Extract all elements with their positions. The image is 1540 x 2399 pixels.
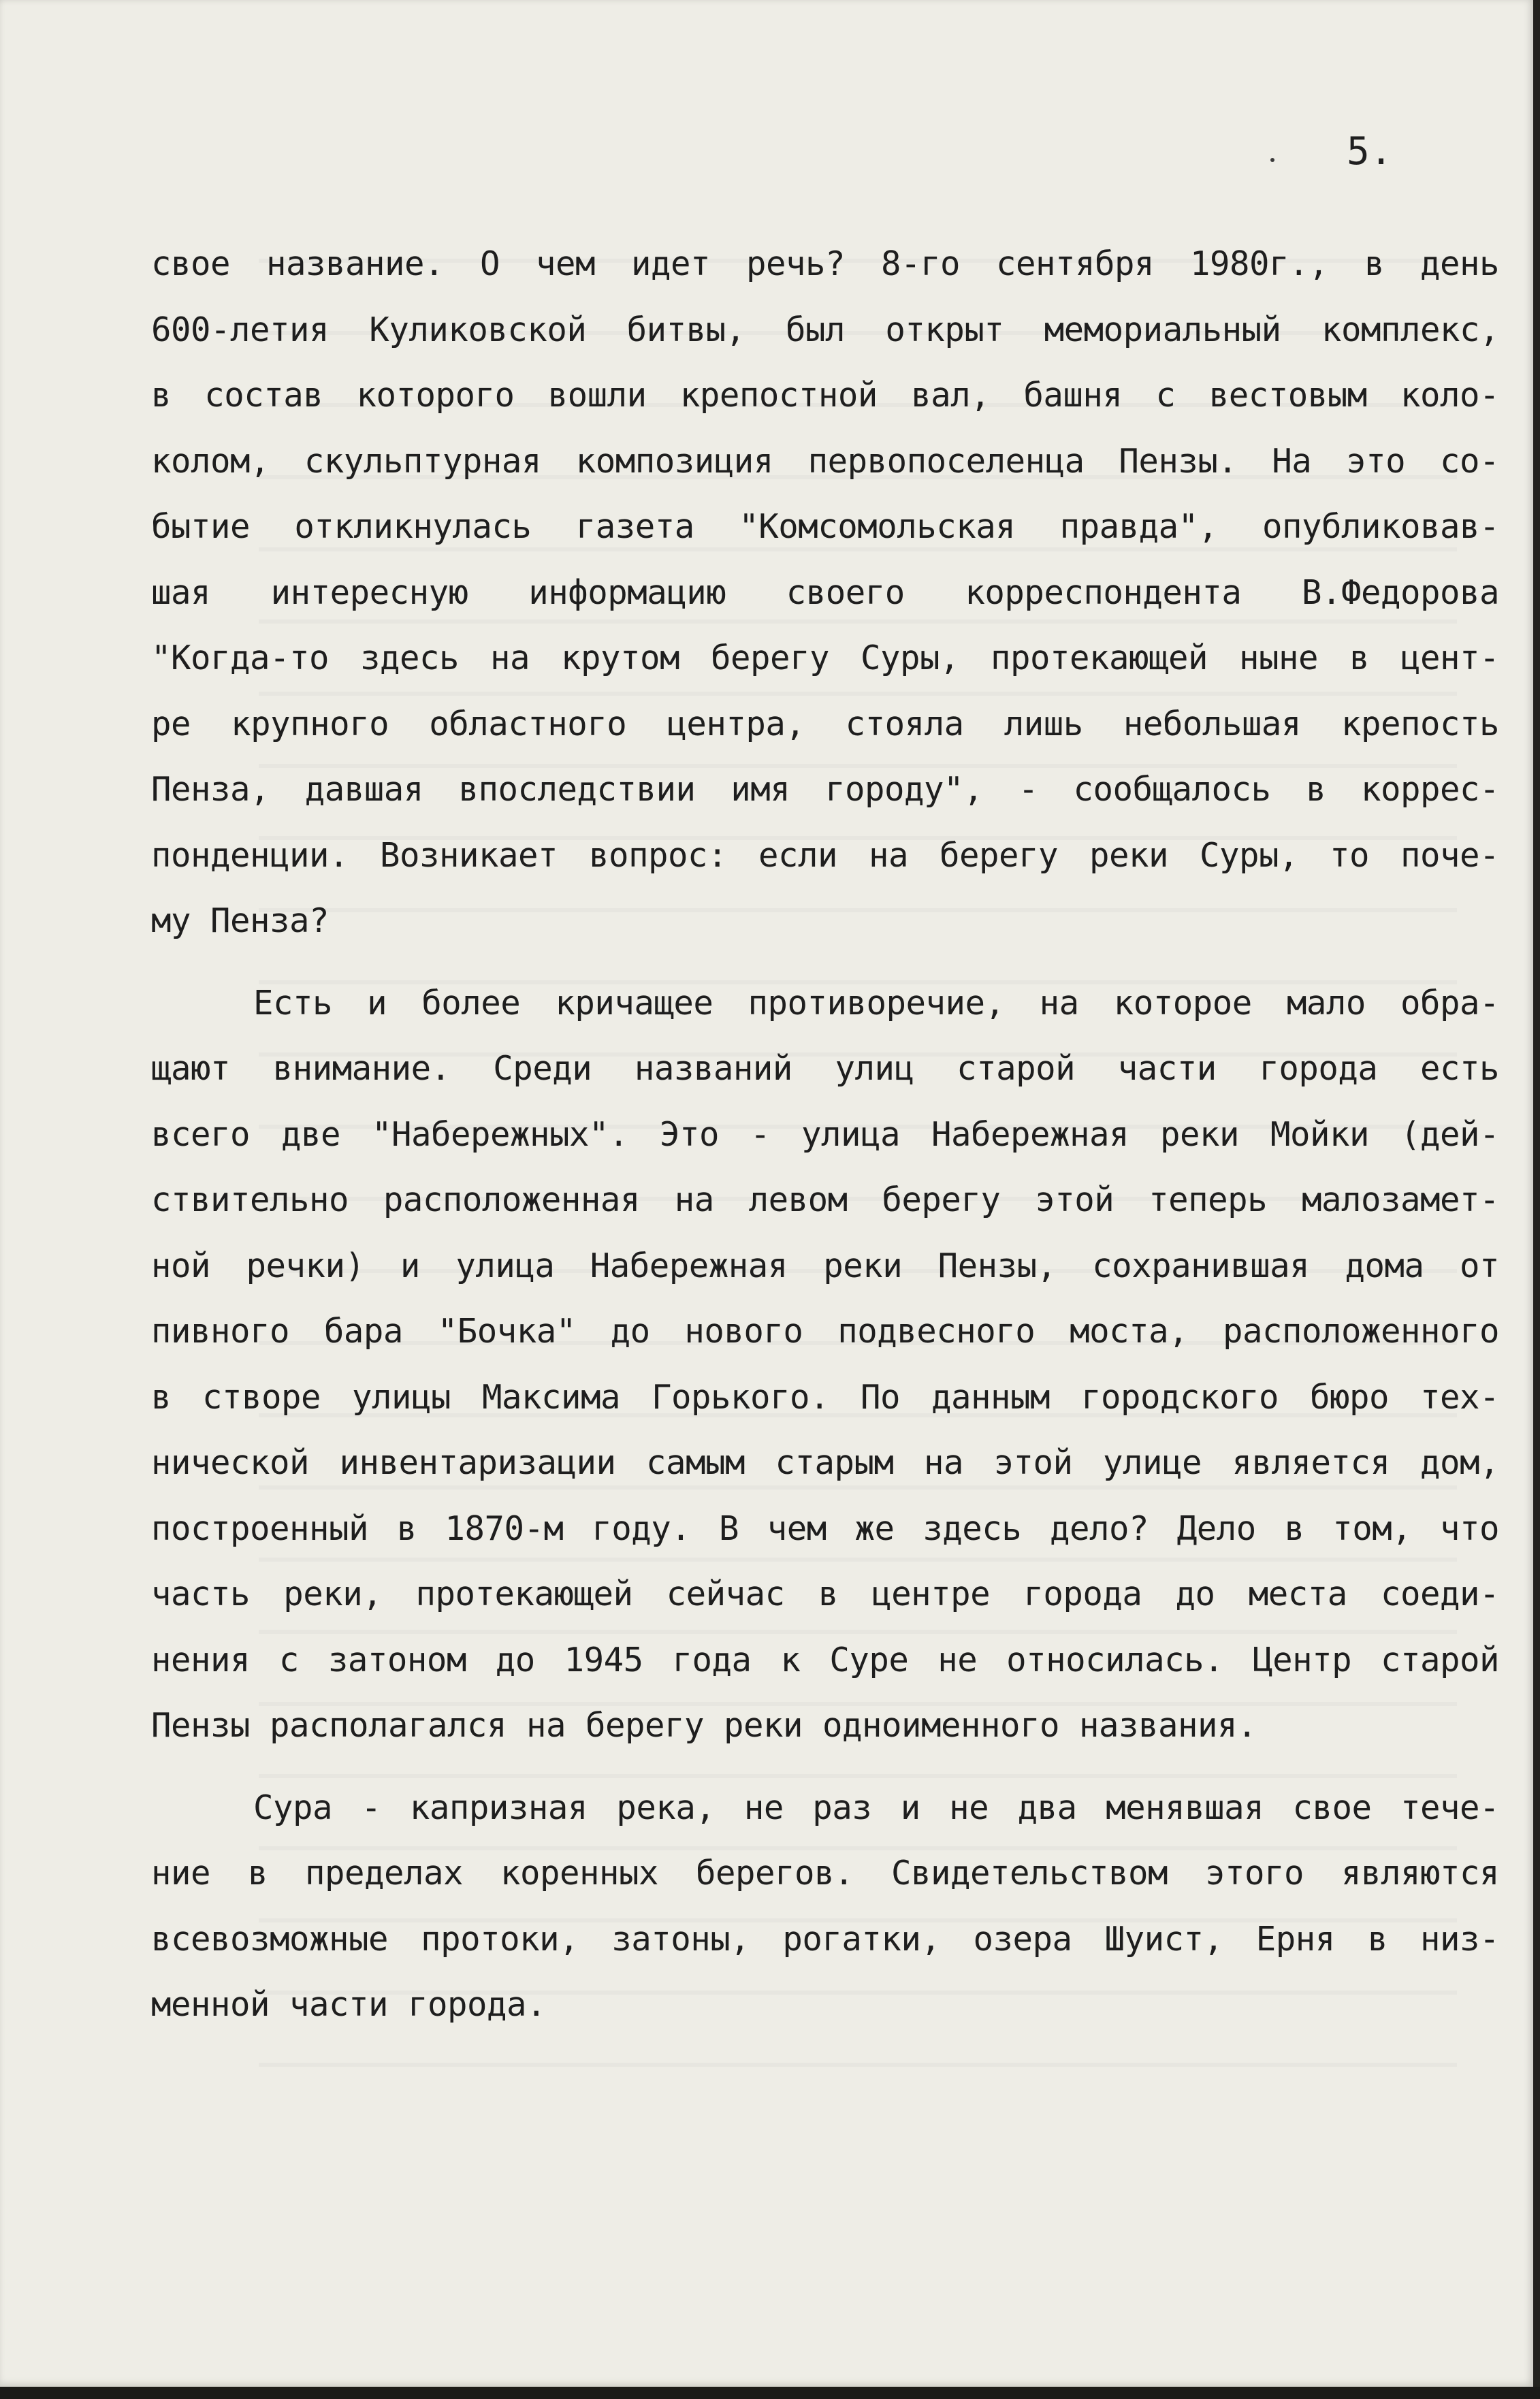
text-line: щают внимание. Среди названий улиц старой части города есть bbox=[151, 1049, 1499, 1088]
paragraph-1 bbox=[151, 231, 1499, 954]
text-line: ной речки) и улица Набережная реки Пензы, сохранившая дома от bbox=[151, 1246, 1499, 1285]
text-line: свое название. О чем идет речь? 8-го сентября 1980г., в день bbox=[151, 244, 1499, 283]
text-line: ре крупного областного центра, стояла лишь небольшая крепость bbox=[151, 704, 1499, 743]
text-line: часть реки, протекающей сейчас в центре города до места соеди- bbox=[151, 1575, 1499, 1613]
ink-speck bbox=[1270, 158, 1274, 162]
text-line: му Пенза? bbox=[151, 901, 330, 940]
text-line: всего две "Набережных". Это - улица Набережная реки Мойки (дей- bbox=[151, 1114, 1499, 1154]
text-line: ние в пределах коренных берегов. Свидетельством этого являются bbox=[151, 1854, 1499, 1893]
text-line: Пензы располагался на берегу реки одноименного названия. bbox=[151, 1706, 1257, 1745]
document-body bbox=[151, 231, 1499, 2038]
text-line: нической инвентаризации самым старым на этой улице является дом, bbox=[151, 1443, 1499, 1482]
text-line: бытие откликнулась газета "Комсомольская правда", опубликовав- bbox=[151, 507, 1499, 546]
text-line: менной части города. bbox=[151, 1985, 547, 2024]
text-line: Есть и более кричащее противоречие, на которое мало обра- bbox=[253, 983, 1499, 1023]
text-line: понденции. Возникает вопрос: если на берегу реки Суры, то поче- bbox=[151, 835, 1499, 875]
paragraph-3 bbox=[151, 1775, 1499, 2038]
text-line: "Когда-то здесь на крутом берегу Суры, протекающей ныне в цент- bbox=[151, 639, 1499, 677]
text-line: Пенза, давшая впоследствии имя городу", - сообщалось в коррес- bbox=[151, 770, 1499, 809]
text-line: ствительно расположенная на левом берегу этой теперь малозамет- bbox=[151, 1180, 1499, 1219]
scan-bottom-edge bbox=[0, 2387, 1540, 2399]
text-line: колом, скульптурная композиция первопоселенца Пензы. На это со- bbox=[151, 441, 1499, 481]
text-line: в створе улицы Максима Горького. По данным городского бюро тех- bbox=[151, 1377, 1499, 1417]
text-line: Сура - капризная река, не раз и не два менявшая свое тече- bbox=[253, 1788, 1499, 1827]
text-line: всевозможные протоки, затоны, рогатки, озера Шуист, Ерня в низ- bbox=[151, 1919, 1499, 1959]
paragraph-2 bbox=[151, 971, 1499, 1759]
text-line: в состав которого вошли крепостной вал, башня с вестовым коло- bbox=[151, 376, 1499, 415]
page-number: 5. bbox=[1347, 129, 1393, 174]
text-line: 600-летия Куликовской битвы, был открыт мемориальный комплекс, bbox=[151, 310, 1499, 349]
text-line: шая интересную информацию своего корреспондента В.Федорова bbox=[151, 573, 1499, 612]
text-line: построенный в 1870-м году. В чем же здесь дело? Дело в том, что bbox=[151, 1509, 1499, 1548]
text-line: пивного бара "Бочка" до нового подвесного моста, расположенного bbox=[151, 1312, 1499, 1351]
text-line: нения с затоном до 1945 года к Суре не относилась. Центр старой bbox=[151, 1640, 1499, 1679]
